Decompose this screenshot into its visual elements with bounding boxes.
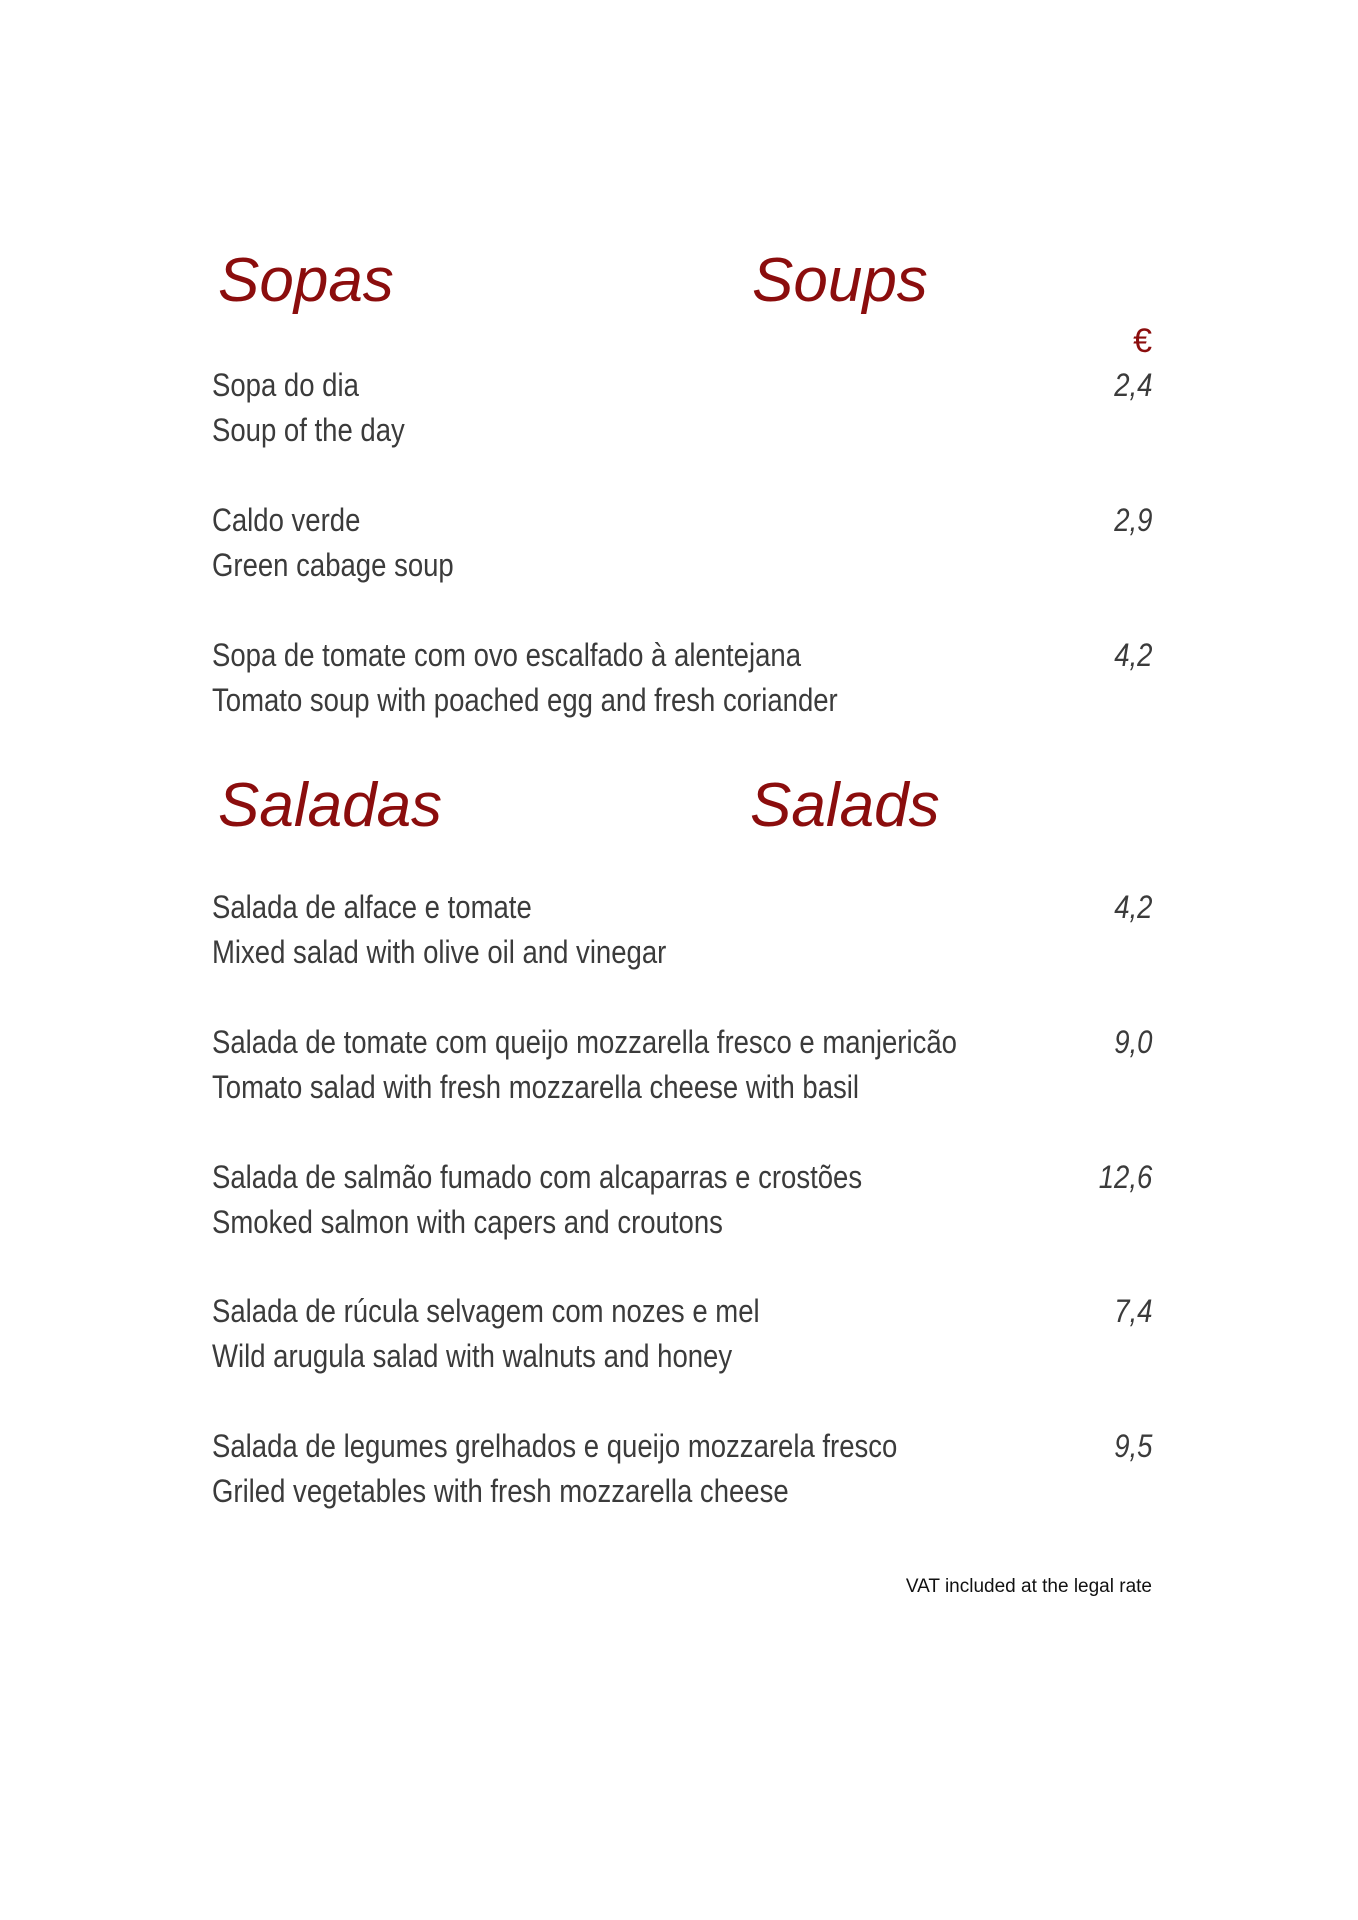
item-name-en: Mixed salad with olive oil and vinegar [212,934,667,970]
menu-item [212,1020,1152,1110]
item-name-pt: Sopa de tomate com ovo escalfado à alentejana [212,637,802,673]
item-name-pt: Salada de alface e tomate [212,889,532,925]
salads-title-en: Salads [750,771,940,840]
item-name-en: Tomato salad with fresh mozzarella cheese with basil [212,1069,860,1105]
item-name-en: Green cabage soup [212,547,454,583]
item-price: 9,0 [1113,1024,1152,1060]
menu-item [212,498,1152,588]
item-price: 2,4 [1113,367,1152,403]
menu-item [212,363,1152,453]
item-price: 4,2 [1113,889,1152,925]
item-name-en: Wild arugula salad with walnuts and honey [212,1338,733,1374]
item-name-pt: Caldo verde [212,502,361,538]
vat-note: VAT included at the legal rate [905,1576,1152,1597]
menu-item [212,885,1152,975]
item-price: 2,9 [1113,502,1152,538]
menu-item [212,1424,1152,1514]
item-price: 4,2 [1113,637,1152,673]
item-name-pt: Salada de rúcula selvagem com nozes e mel [212,1293,760,1329]
menu-item [212,1289,1152,1379]
item-name-pt: Salada de salmão fumado com alcaparras e crostões [212,1159,863,1195]
item-price: 9,5 [1113,1428,1152,1464]
menu-item [212,633,1152,723]
item-name-pt: Salada de legumes grelhados e queijo mozzarela fresco [212,1428,898,1464]
menu-item [212,1155,1152,1245]
soups-title-en: Soups [752,246,928,315]
currency-symbol: € [1133,322,1152,360]
item-name-pt: Salada de tomate com queijo mozzarella fresco e manjericão [212,1024,957,1060]
soups-title-pt: Sopas [218,246,394,315]
item-price: 7,4 [1113,1293,1152,1329]
salads-title-pt: Saladas [218,771,443,840]
item-name-en: Tomato soup with poached egg and fresh coriander [212,682,838,718]
item-name-en: Smoked salmon with capers and croutons [212,1204,723,1240]
item-name-en: Soup of the day [212,412,405,448]
item-price: 12,6 [1098,1159,1152,1195]
item-name-en: Griled vegetables with fresh mozzarella cheese [212,1473,789,1509]
item-name-pt: Sopa do dia [212,367,359,403]
